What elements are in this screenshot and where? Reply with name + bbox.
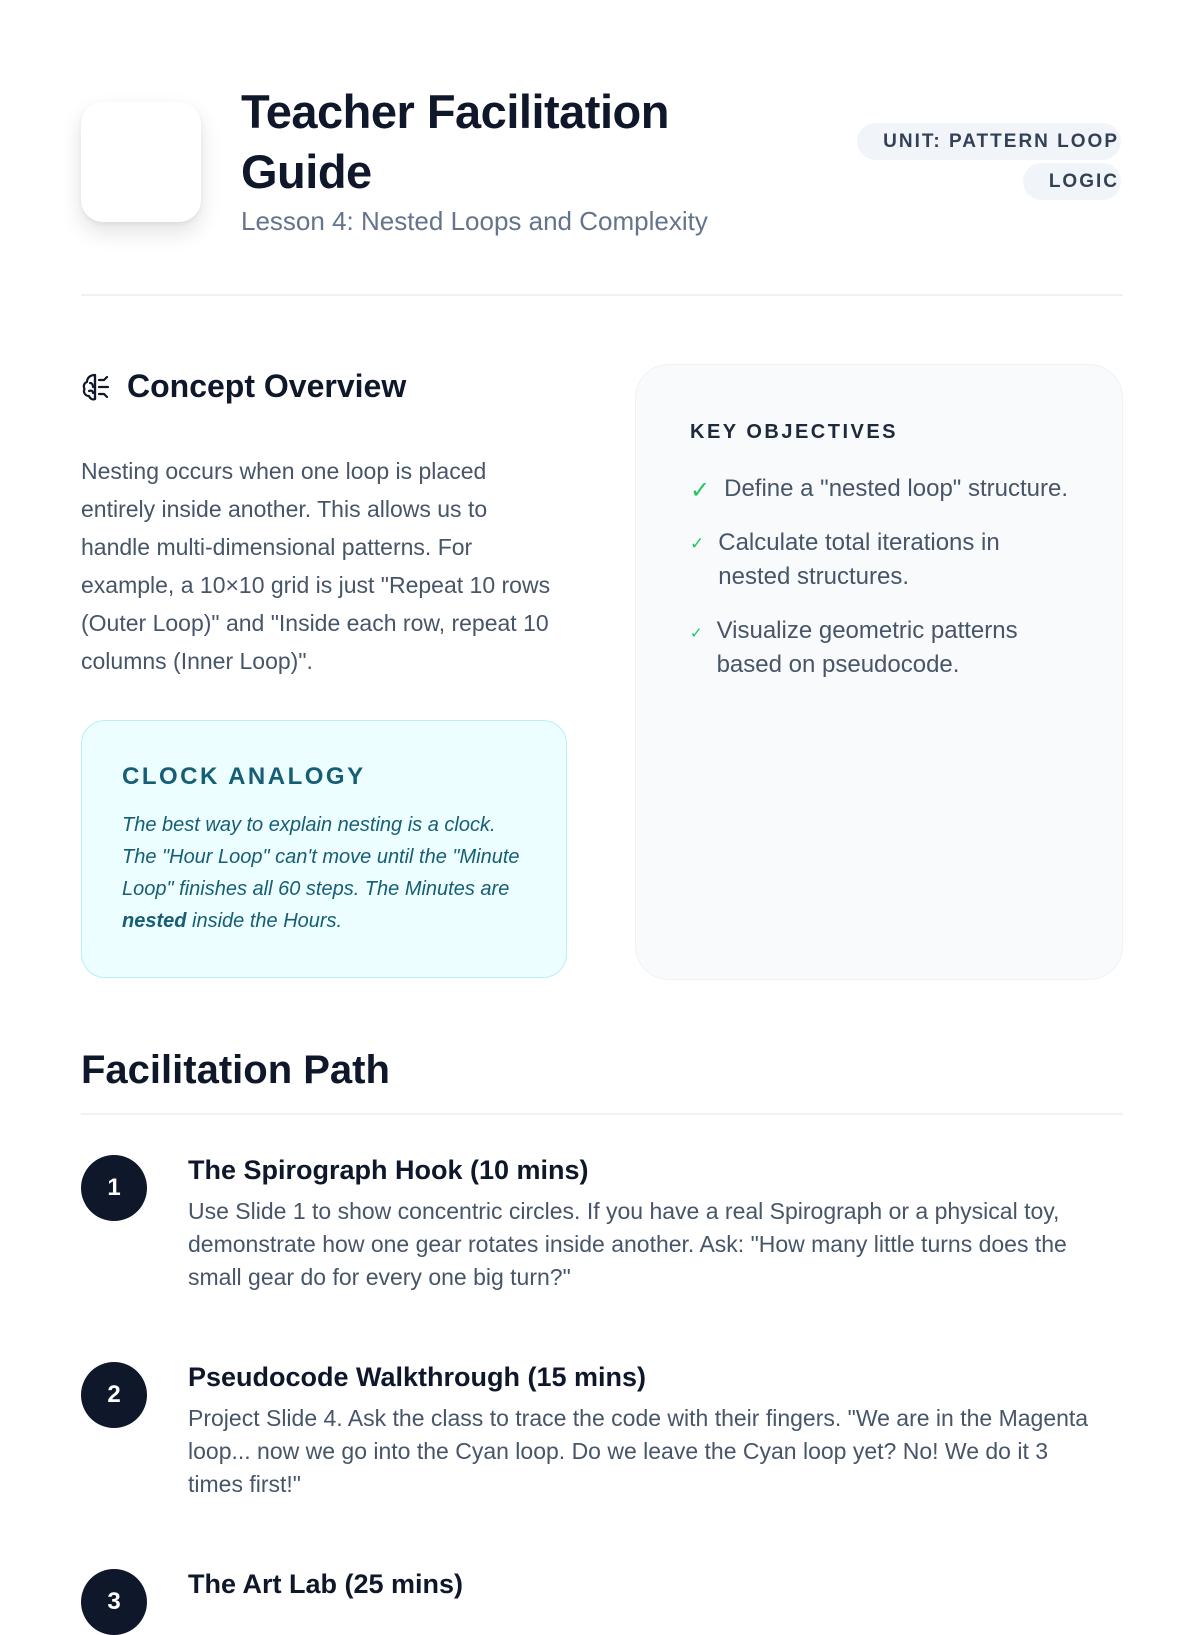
step-number-badge: 1 [81,1155,147,1221]
step-number-badge: 2 [81,1362,147,1428]
step-description: Project Slide 4. Ask the class to trace the code with their fingers. "We are in the Magenta loop... now we go into the Cyan loop. Do we leave the Cyan loop yet? No! We do it 3 times first!" [188,1405,1089,1497]
step-number-badge: 3 [81,1569,147,1635]
analogy-title: CLOCK ANALOGY [122,763,366,790]
step-title: Pseudocode Walkthrough (15 mins) [188,1362,647,1392]
objective-text: Visualize geometric patterns based on pseudocode. [716,617,1018,678]
objective-text: Define a "nested loop" structure. [724,475,1069,502]
page-title: Teacher Facilitation Guide [241,85,669,198]
objectives-list [690,472,1068,682]
key-objectives-card [635,364,1123,980]
lesson-subtitle: Lesson 4: Nested Loops and Complexity [241,206,708,236]
header-divider [81,294,1123,296]
step-title: The Spirograph Hook (10 mins) [188,1155,589,1185]
check-icon: ✓ [690,625,703,642]
analogy-emphasis: nested [122,910,187,932]
objective-item [690,472,1068,506]
concept-title: Concept Overview [127,368,407,404]
objectives-title: KEY OBJECTIVES [690,421,899,443]
unit-badge-label: UNIT: PATTERN LOOP LOGIC [857,123,1121,200]
unit-badge [846,122,1121,202]
logo-placeholder [81,102,201,222]
objective-item [690,526,1068,594]
step-title: The Art Lab (25 mins) [188,1569,464,1599]
step-description: Use Slide 1 to show concentric circles. If you have a real Spirograph or a physical toy, demonstrate how one gear rotates inside another. Ask: "How many little turns does the small gear do for every one big turn?" [188,1198,1067,1290]
check-icon: ✓ [690,534,705,553]
objective-item [690,614,1068,682]
check-icon: ✓ [690,477,711,504]
concept-text: Nesting occurs when one loop is placed entirely inside another. This allows us to handle multi-dimensional patterns. For example, a 10×10 grid is just "Repeat 10 rows (Outer Loop)" and "Inside each row, repeat 10 columns (Inner Loop)". [81,458,551,674]
concept-heading [81,368,406,405]
brain-icon [81,371,113,403]
analogy-text-end: inside the Hours. [186,910,343,932]
page-header [81,82,1121,242]
facilitation-path-title: Facilitation Path [81,1048,390,1092]
facilitation-divider [81,1113,1123,1115]
clock-analogy-card [81,720,567,978]
analogy-text [122,809,526,937]
analogy-text-start: The best way to explain nesting is a clock. The "Hour Loop" can't move until the "Minute Loop" finishes all 60 steps. The Minutes are [122,814,520,900]
objective-text: Calculate total iterations in nested structures. [718,529,1000,590]
